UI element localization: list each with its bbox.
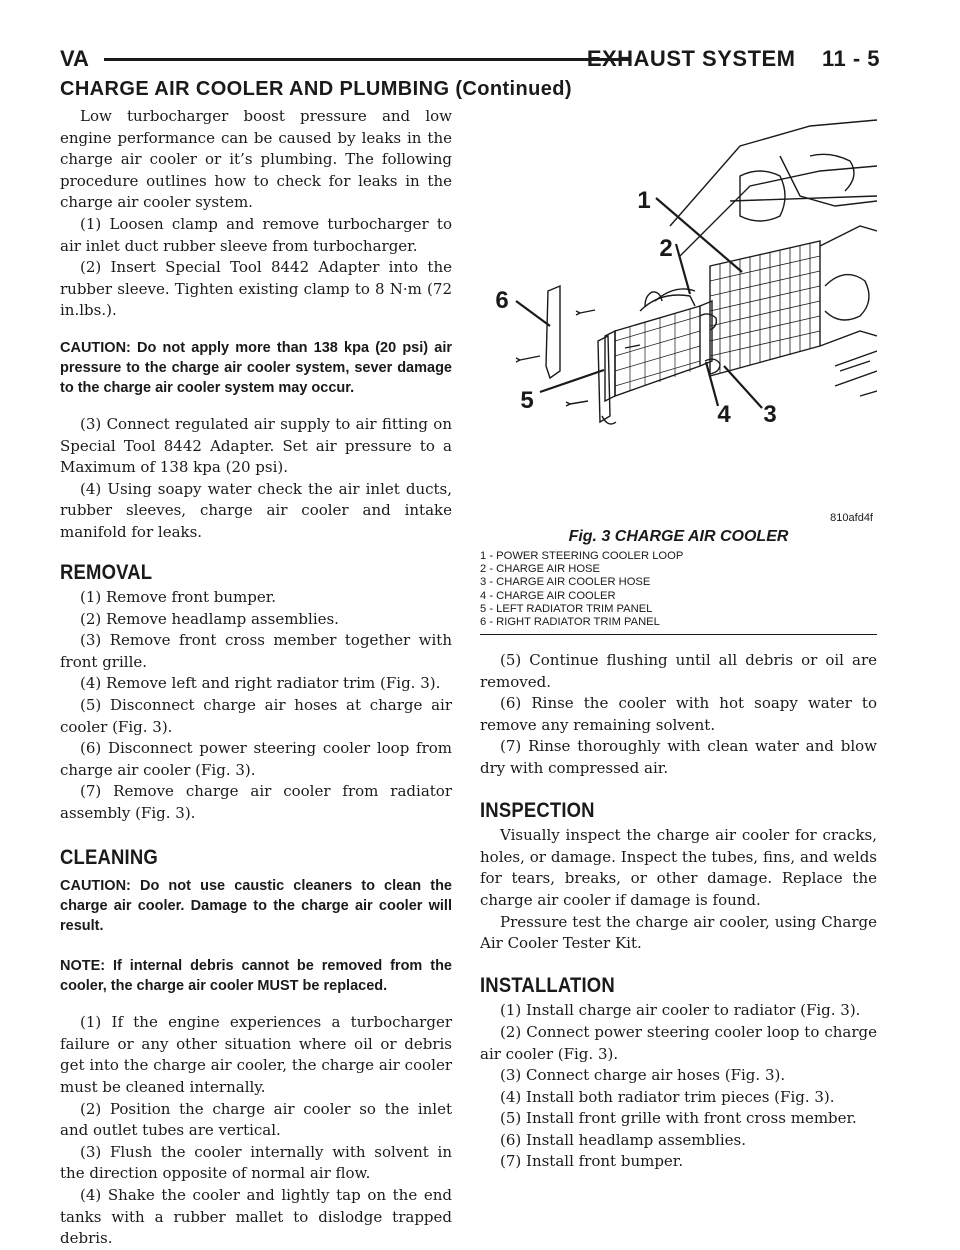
leak-step: (1) Loosen clamp and remove turbocharger to air inlet duct rubber sleeve from turbocharger.: [60, 214, 452, 255]
caution-caustic: CAUTION: Do not use caustic cleaners to clean the charge air cooler. Damage to the charge air cooler will result.: [60, 878, 452, 935]
cleaning-heading: CLEANING: [60, 845, 158, 869]
legend-item: 5 - LEFT RADIATOR TRIM PANEL: [480, 602, 653, 615]
figure-code: 810afd4f: [830, 512, 873, 524]
removal-step: (5) Disconnect charge air hoses at charge air cooler (Fig. 3).: [60, 696, 452, 736]
right-column: [480, 650, 877, 1173]
note-debris: NOTE: If internal debris cannot be removed from the cooler, the charge air cooler MUST be replaced.: [60, 958, 452, 995]
figure-legend: [480, 550, 877, 629]
cleaning-step: (4) Shake the cooler and lightly tap on the end tanks with a rubber mallet to dislodge trapped debris.: [60, 1185, 452, 1248]
header-rule: [104, 58, 630, 61]
inspection-paragraph: Pressure test the charge air cooler, using Charge Air Cooler Tester Kit.: [480, 912, 877, 953]
charge-air-cooler-illustration: [480, 116, 877, 536]
intro-paragraph: Low turbocharger boost pressure and low engine performance can be caused by leaks in the charge air cooler or it’s plumbing. The following procedure outlines how to check for leaks in the charge air cooler system.: [60, 107, 452, 212]
removal-step: (7) Remove charge air cooler from radiator assembly (Fig. 3).: [60, 782, 452, 823]
removal-heading: REMOVAL: [60, 560, 153, 584]
callout-3: 3: [763, 401, 777, 428]
callout-5: 5: [520, 387, 534, 414]
installation-step: (5) Install front grille with front cross member.: [500, 1109, 857, 1128]
cleaning-step: (7) Rinse thoroughly with clean water and blow dry with compressed air.: [480, 737, 877, 777]
installation-step: (6) Install headlamp assemblies.: [500, 1130, 747, 1149]
cleaning-step: (2) Position the charge air cooler so the inlet and outlet tubes are vertical.: [60, 1099, 452, 1140]
figure-title: Fig. 3 CHARGE AIR COOLER: [568, 528, 789, 545]
figure-charge-air-cooler: [480, 116, 877, 636]
caution-pressure: CAUTION: Do not apply more than 138 kpa (20 psi) air pressure to the charge air cooler system, sever damage to the charge air cooler system may occur.: [60, 339, 452, 396]
installation-step: (3) Connect charge air hoses (Fig. 3).: [500, 1066, 786, 1085]
installation-step: (4) Install both radiator trim pieces (Fig. 3).: [500, 1087, 835, 1106]
legend-item: 1 - POWER STEERING COOLER LOOP: [480, 550, 684, 562]
installation-heading: INSTALLATION: [480, 973, 615, 997]
header-section-title: EXHAUST SYSTEM 11 - 5: [586, 46, 880, 71]
legend-item: 2 - CHARGE AIR HOSE: [480, 563, 600, 576]
removal-step: (2) Remove headlamp assemblies.: [80, 609, 339, 628]
installation-step: (1) Install charge air cooler to radiator (Fig. 3).: [500, 1001, 861, 1020]
removal-step: (1) Remove front bumper.: [80, 588, 277, 607]
callout-6: 6: [495, 287, 509, 314]
inspection-heading: INSPECTION: [480, 798, 595, 822]
cleaning-step: (6) Rinse the cooler with hot soapy water to remove any remaining solvent.: [480, 694, 877, 734]
cleaning-step: (1) If the engine experiences a turbocharger failure or any other situation where oil or debris get into the charge air cooler, the charge air cooler must be cleaned internally.: [60, 1013, 452, 1096]
cleaning-step: (3) Flush the cooler internally with solvent in the direction opposite of normal air flow.: [60, 1142, 452, 1183]
callout-1: 1: [637, 187, 651, 214]
inspection-paragraph: Visually inspect the charge air cooler for cracks, holes, or damage. Inspect the tubes, fins, and welds for tears, breaks, or other damage. Replace the charge air cooler if damage is found.: [480, 826, 877, 909]
leak-step: (4) Using soapy water check the air inlet ducts, rubber sleeves, charge air cooler and intake manifold for leaks.: [60, 479, 452, 541]
continued-heading: CHARGE AIR COOLER AND PLUMBING (Continued): [60, 78, 572, 100]
removal-step: (3) Remove front cross member together with front grille.: [60, 631, 452, 671]
left-column: [60, 106, 452, 1250]
leak-step: (3) Connect regulated air supply to air fitting on Special Tool 8442 Adapter. Set air pressure to a Maximum of 138 kpa (20 psi).: [60, 414, 452, 477]
installation-step: (7) Install front bumper.: [500, 1152, 684, 1171]
removal-step: (4) Remove left and right radiator trim (Fig. 3).: [80, 674, 441, 693]
cleaning-step: (5) Continue flushing until all debris or oil are removed.: [480, 651, 877, 691]
page-header: [60, 46, 880, 74]
callout-2: 2: [659, 235, 673, 262]
legend-item: 6 - RIGHT RADIATOR TRIM PANEL: [480, 616, 660, 629]
figure-rule: [480, 634, 877, 635]
legend-item: 4 - CHARGE AIR COOLER: [480, 589, 616, 602]
header-section-code: VA: [60, 46, 89, 71]
callout-4: 4: [717, 401, 731, 428]
removal-step: (6) Disconnect power steering cooler loop from charge air cooler (Fig. 3).: [60, 739, 452, 779]
legend-item: 3 - CHARGE AIR COOLER HOSE: [480, 576, 651, 589]
leak-step: (2) Insert Special Tool 8442 Adapter into the rubber sleeve. Tighten existing clamp to 8 N·m (72 in.lbs.).: [60, 258, 452, 320]
installation-step: (2) Connect power steering cooler loop to charge air cooler (Fig. 3).: [480, 1022, 877, 1063]
